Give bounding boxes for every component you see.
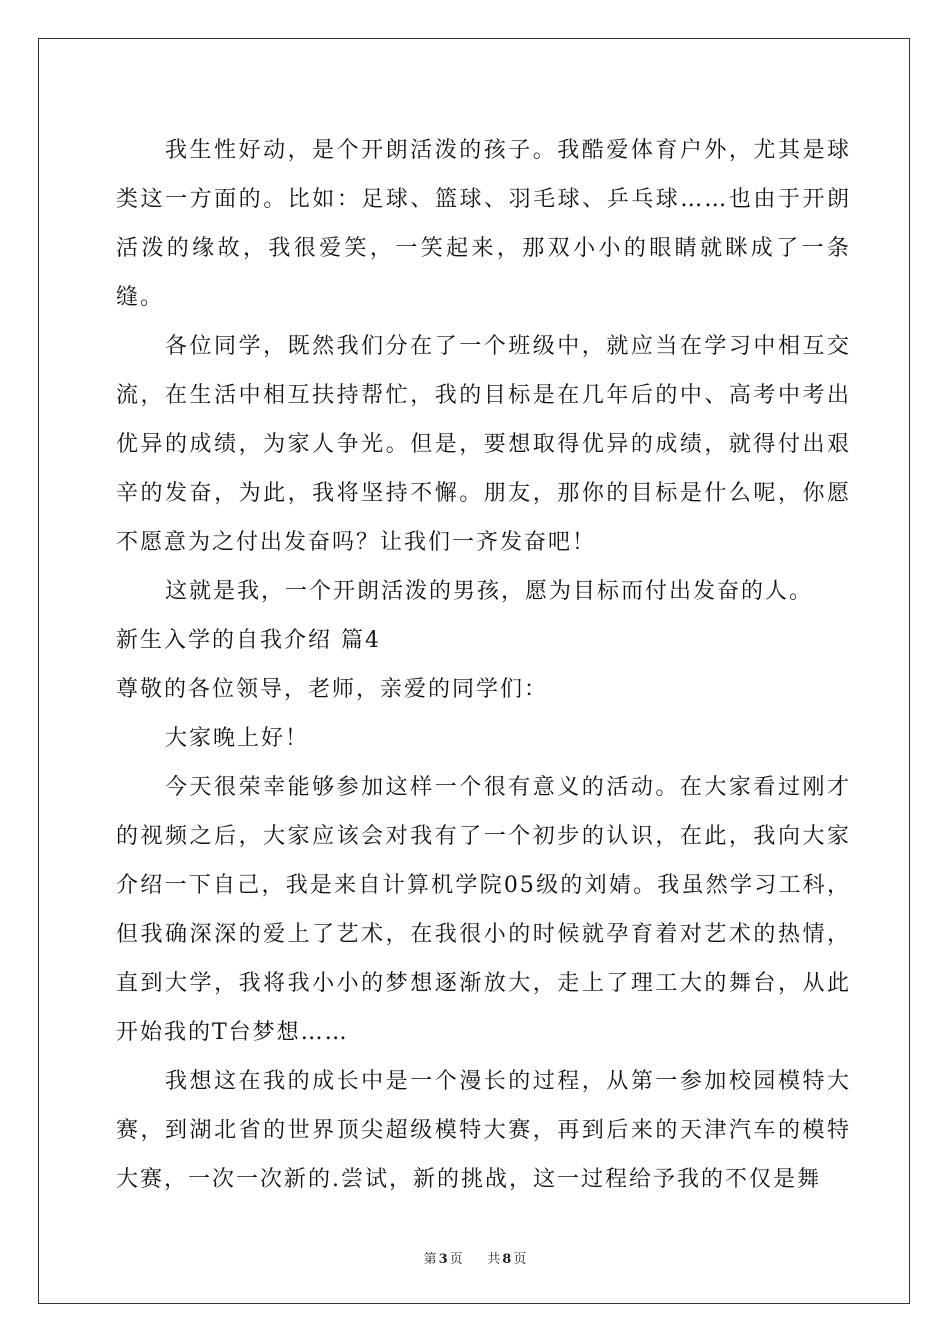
paragraph-summary: 这就是我，一个开朗活泼的男孩，愿为目标而付出发奋的人。 (165, 579, 814, 604)
greeting: 大家晚上好！ (165, 726, 310, 751)
paragraph-personality: 我生性好动，是个开朗活泼的孩子。我酷爱体育户外，尤其是球类这一方面的。比如：足球、篮球、羽毛球、乒乓球……也由于开朗活泼的缘故，我很爱笑，一笑起来，那双小小的眼睛就眯成了一条缝。 (116, 138, 851, 310)
paragraph-introduction: 今天很荣幸能够参加这样一个很有意义的活动。在大家看过刚才的视频之后，大家应该会对我有了一个初步的认识，在此，我向大家介绍一下自己，我是来自计算机学院05级的刘婧。我虽然学习工科，但我确深深的爱上了艺术，在我很小的时候就孕育着对艺术的热情，直到大学，我将我小小的梦想逐渐放大，走上了理工大的舞台，从此开始我的T台梦想…… (116, 775, 851, 1045)
section-title: 新生入学的自我介绍 篇4 (116, 628, 381, 653)
paragraph-goals: 各位同学，既然我们分在了一个班级中，就应当在学习中相互交流，在生活中相互扶持帮忙，我的目标是在几年后的中、高考中考出优异的成绩，为家人争光。但是，要想取得优异的成绩，就得付出艰辛的发奋，为此，我将坚持不懈。朋友，那你的目标是什么呢，你愿不愿意为之付出发奋吗？让我们一齐发奋吧！ (116, 334, 851, 555)
document-body (116, 126, 851, 1204)
paragraph-experience: 我想这在我的成长中是一个漫长的过程，从第一参加校园模特大赛，到湖北省的世界顶尖超级模特大赛，再到后来的天津汽车的模特大赛，一次一次新的.尝试，新的挑战，这一过程给予我的不仅是舞 (116, 1069, 851, 1192)
page-footer (0, 1248, 950, 1267)
page-total: 共 8 页 (487, 1252, 527, 1267)
page-number: 第 3 页 (423, 1252, 463, 1267)
salutation: 尊敬的各位领导，老师，亲爱的同学们： (116, 677, 549, 702)
